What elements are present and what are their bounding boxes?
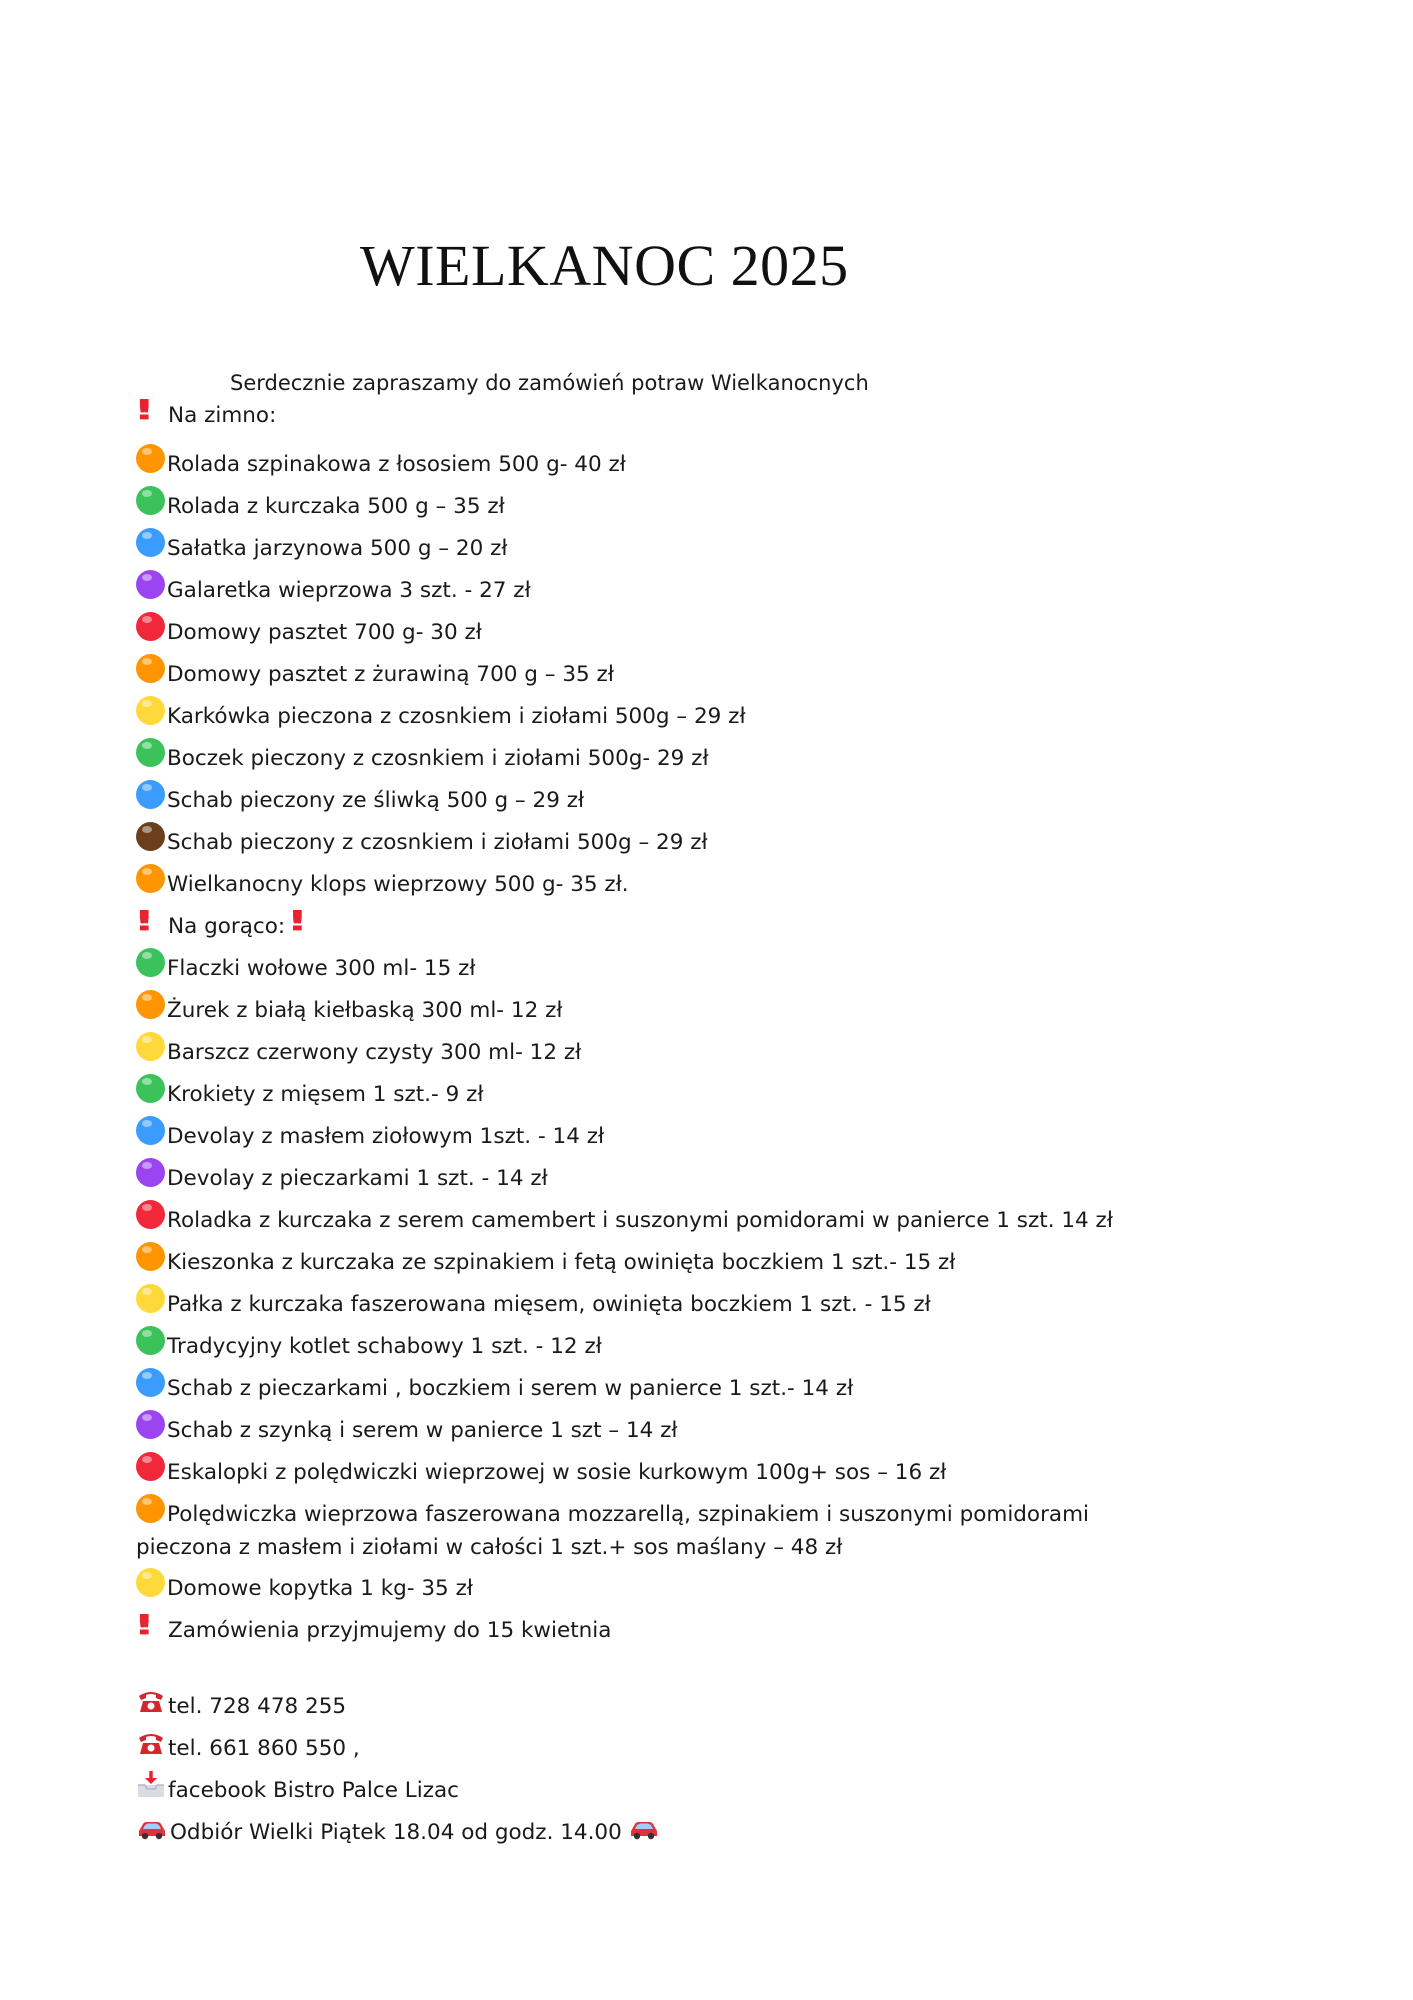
- list-item: Karkówka pieczona z czosnkiem i ziołami 500g – 29 zł: [136, 698, 746, 734]
- order-deadline: !! Zamówienia przyjmujemy do 15 kwietnia: [136, 1607, 612, 1643]
- purple-circle-icon: [136, 570, 165, 599]
- list-item: Żurek z białą kiełbaską 300 ml- 12 zł: [136, 992, 562, 1028]
- blue-circle-icon: [136, 1368, 165, 1397]
- green-circle-icon: [136, 1326, 165, 1355]
- pickup-info: Odbiór Wielki Piątek 18.04 od godz. 14.00: [136, 1814, 660, 1850]
- list-item: Schab pieczony z czosnkiem i ziołami 500g – 29 zł: [136, 824, 708, 860]
- green-circle-icon: [136, 486, 165, 515]
- double-exclamation-icon: !!: [136, 903, 144, 937]
- list-item: Domowe kopytka 1 kg- 35 zł: [136, 1570, 473, 1606]
- red-circle-icon: [136, 1452, 165, 1481]
- yellow-circle-icon: [136, 1284, 165, 1313]
- list-item-continuation: pieczona z masłem i ziołami w całości 1 szt.+ sos maślany – 48 zł: [136, 1535, 843, 1560]
- yellow-circle-icon: [136, 1568, 165, 1597]
- red-circle-icon: [136, 1200, 165, 1229]
- list-item: Domowy pasztet z żurawiną 700 g – 35 zł: [136, 656, 614, 692]
- list-item: Roladka z kurczaka z serem camembert i suszonymi pomidorami w panierce 1 szt. 14 zł: [136, 1202, 1113, 1238]
- list-item: Barszcz czerwony czysty 300 ml- 12 zł: [136, 1034, 581, 1070]
- list-item: Pałka z kurczaka faszerowana mięsem, owinięta boczkiem 1 szt. - 15 zł: [136, 1286, 931, 1322]
- green-circle-icon: [136, 948, 165, 977]
- telephone-icon: [136, 1686, 166, 1716]
- contact-phone-2: tel. 661 860 550 ,: [136, 1730, 360, 1766]
- list-item: Devolay z masłem ziołowym 1szt. - 14 zł: [136, 1118, 604, 1154]
- hot-section-header: [136, 903, 315, 944]
- inbox-tray-icon: [136, 1769, 166, 1799]
- red-circle-icon: [136, 612, 165, 641]
- green-circle-icon: [136, 738, 165, 767]
- orange-circle-icon: [136, 444, 165, 473]
- blue-circle-icon: [136, 780, 165, 809]
- list-item: Galaretka wieprzowa 3 szt. - 27 zł: [136, 572, 531, 608]
- orange-circle-icon: [136, 1242, 165, 1271]
- list-item: Boczek pieczony z czosnkiem i ziołami 500g- 29 zł: [136, 740, 709, 776]
- list-item: Flaczki wołowe 300 ml- 15 zł: [136, 950, 476, 986]
- page-title: WIELKANOC 2025: [360, 233, 849, 298]
- list-item: Sałatka jarzynowa 500 g – 20 zł: [136, 530, 508, 566]
- orange-circle-icon: [136, 990, 165, 1019]
- cold-section-header: [136, 392, 277, 433]
- list-item: Wielkanocny klops wieprzowy 500 g- 35 zł.: [136, 866, 629, 902]
- list-item: Krokiety z mięsem 1 szt.- 9 zł: [136, 1076, 484, 1112]
- list-item: Schab pieczony ze śliwką 500 g – 29 zł: [136, 782, 584, 818]
- hot-header-label: Na gorąco:: [168, 913, 286, 939]
- orange-circle-icon: [136, 654, 165, 683]
- contact-facebook: facebook Bistro Palce Lizac: [136, 1772, 459, 1808]
- intro-text: Serdecznie zapraszamy do zamówień potraw Wielkanocnych: [230, 371, 869, 395]
- list-item: Kieszonka z kurczaka ze szpinakiem i fetą owinięta boczkiem 1 szt.- 15 zł: [136, 1244, 955, 1280]
- car-icon: [136, 1818, 168, 1840]
- yellow-circle-icon: [136, 696, 165, 725]
- list-item: Domowy pasztet 700 g- 30 zł: [136, 614, 482, 650]
- green-circle-icon: [136, 1074, 165, 1103]
- brown-circle-icon: [136, 822, 165, 851]
- orange-circle-icon: [136, 864, 165, 893]
- telephone-icon: [136, 1728, 166, 1758]
- blue-circle-icon: [136, 1116, 165, 1145]
- list-item: Eskalopki z polędwiczki wieprzowej w sosie kurkowym 100g+ sos – 16 zł: [136, 1454, 946, 1490]
- list-item: Devolay z pieczarkami 1 szt. - 14 zł: [136, 1160, 548, 1196]
- car-icon: [628, 1818, 660, 1840]
- list-item: Schab z pieczarkami , boczkiem i serem w panierce 1 szt.- 14 zł: [136, 1370, 853, 1406]
- yellow-circle-icon: [136, 1032, 165, 1061]
- cold-header-label: Na zimno:: [168, 402, 277, 428]
- orange-circle-icon: [136, 1494, 165, 1523]
- list-item: Rolada szpinakowa z łososiem 500 g- 40 zł: [136, 446, 626, 482]
- purple-circle-icon: [136, 1410, 165, 1439]
- list-item: Polędwiczka wieprzowa faszerowana mozzarellą, szpinakiem i suszonymi pomidorami: [136, 1496, 1089, 1532]
- double-exclamation-icon: !!: [136, 392, 144, 426]
- purple-circle-icon: [136, 1158, 165, 1187]
- list-item: Schab z szynką i serem w panierce 1 szt – 14 zł: [136, 1412, 678, 1448]
- blue-circle-icon: [136, 528, 165, 557]
- contact-phone-1: tel. 728 478 255: [136, 1688, 346, 1724]
- list-item: Rolada z kurczaka 500 g – 35 zł: [136, 488, 505, 524]
- list-item: Tradycyjny kotlet schabowy 1 szt. - 12 zł: [136, 1328, 602, 1364]
- double-exclamation-icon: !!: [289, 903, 297, 937]
- double-exclamation-icon: !!: [136, 1607, 144, 1641]
